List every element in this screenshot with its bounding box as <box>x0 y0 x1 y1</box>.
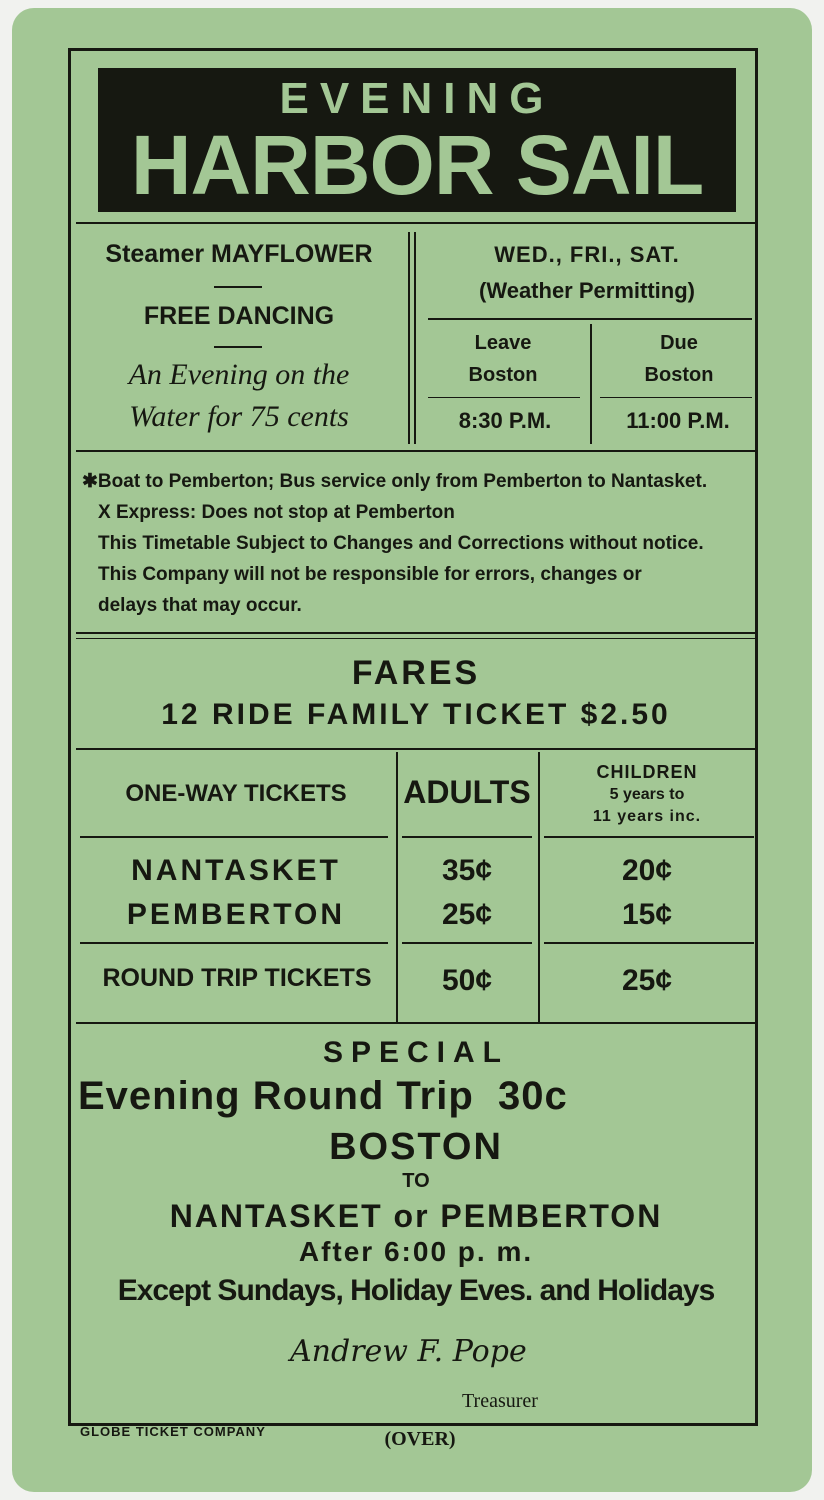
round-trip-adults: 50¢ <box>441 964 493 997</box>
title-banner <box>98 68 736 212</box>
fare-row-adults: 35¢ <box>441 854 493 887</box>
round-trip-label: ROUND TRIP TICKETS <box>102 964 372 992</box>
fare-row-name: PEMBERTON <box>126 898 346 931</box>
round-trip-children: 25¢ <box>621 964 673 997</box>
header-children-age: 5 years to <box>609 786 685 803</box>
divider <box>544 942 754 944</box>
over-note: (OVER) <box>384 1428 456 1450</box>
divider <box>544 836 754 838</box>
timetable-notes <box>82 466 742 621</box>
column-divider <box>408 232 410 444</box>
column-divider <box>590 324 592 444</box>
fares-title: FARES <box>351 654 481 692</box>
header-children: CHILDREN <box>596 762 698 782</box>
note-line: This Timetable Subject to Changes and Corrections without notice. <box>98 533 704 554</box>
divider <box>428 397 580 398</box>
printer-credit: GLOBE TICKET COMPANY <box>80 1424 266 1439</box>
divider <box>76 638 756 639</box>
family-ticket: 12 RIDE FAMILY TICKET $2.50 <box>161 698 671 731</box>
due-time: 11:00 P.M. <box>626 408 730 433</box>
note-line: ✱Boat to Pemberton; Bus service only from Pemberton to Nantasket. <box>82 471 708 492</box>
divider <box>428 318 752 320</box>
leave-label-city: Boston <box>468 364 538 386</box>
divider <box>80 942 388 944</box>
treasurer-signature: Andrew F. Pope <box>290 1334 527 1369</box>
note-line: This Company will not be responsible for errors, changes or <box>98 564 642 585</box>
divider <box>214 346 262 348</box>
fare-row-name: NANTASKET <box>131 854 341 887</box>
leave-time: 8:30 P.M. <box>458 408 552 433</box>
special-origin: BOSTON <box>329 1126 503 1168</box>
special-offer: Evening Round Trip 30c <box>78 1074 568 1118</box>
divider <box>214 286 262 288</box>
treasurer-title: Treasurer <box>462 1390 538 1412</box>
evening-line-1: An Evening on the <box>128 358 350 391</box>
free-dancing: FREE DANCING <box>143 302 335 330</box>
header-children-age: 11 years inc. <box>592 808 702 825</box>
note-line: delays that may occur. <box>98 595 302 616</box>
banner-evening: EVENING <box>279 74 555 123</box>
note-line: X Express: Does not stop at Pemberton <box>98 502 455 523</box>
divider <box>76 748 756 750</box>
divider <box>600 397 752 398</box>
special-exceptions: Except Sundays, Holiday Eves. and Holidays <box>117 1274 715 1307</box>
banner-harbor-sail: HARBOR SAIL <box>130 118 704 212</box>
sailing-days: WED., FRI., SAT. <box>494 242 680 267</box>
fare-row-adults: 25¢ <box>441 898 493 931</box>
divider <box>76 1022 756 1024</box>
weather-note: (Weather Permitting) <box>479 278 695 303</box>
evening-line-2: Water for 75 cents <box>129 400 349 433</box>
special-time: After 6:00 p. m. <box>298 1236 534 1267</box>
special-destinations: NANTASKET or PEMBERTON <box>169 1198 663 1234</box>
divider <box>76 632 756 634</box>
leave-label: Leave <box>474 332 532 354</box>
steamer-name: Steamer MAYFLOWER <box>105 240 373 268</box>
divider <box>76 450 756 452</box>
due-label-city: Boston <box>644 364 714 386</box>
special-label: SPECIAL <box>322 1036 510 1069</box>
column-divider <box>414 232 416 444</box>
fare-row-children: 20¢ <box>621 854 673 887</box>
fare-row-children: 15¢ <box>621 898 673 931</box>
header-adults: ADULTS <box>403 774 531 810</box>
divider <box>76 222 756 224</box>
due-label: Due <box>660 332 698 354</box>
divider <box>80 836 388 838</box>
divider <box>402 836 532 838</box>
divider <box>402 942 532 944</box>
special-to: TO <box>402 1170 430 1192</box>
header-one-way: ONE-WAY TICKETS <box>125 780 347 807</box>
